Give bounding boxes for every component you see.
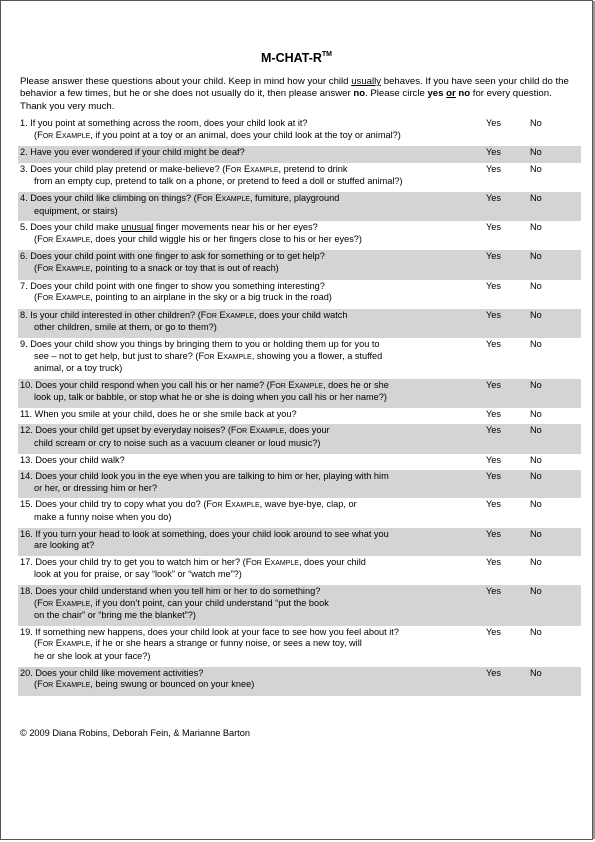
question-line-text: ( — [34, 129, 38, 140]
no-option[interactable]: No — [530, 379, 542, 390]
for-example-part: XAMPLE — [270, 559, 299, 567]
intro-or: or — [446, 88, 456, 100]
question-row — [18, 556, 581, 585]
for-example-part: XAMPLE — [250, 166, 279, 174]
question-line-text: look at you for praise, or say “look” or “watch me”?) — [34, 569, 242, 580]
for-example-part: E — [249, 425, 256, 436]
question-text — [20, 557, 465, 581]
question-text — [20, 118, 465, 142]
for-example-part: E — [215, 192, 222, 203]
question-line-text: finger movements near his or her eyes? — [153, 222, 318, 233]
question-line-text: , does your child — [298, 556, 366, 567]
question-text — [20, 627, 465, 663]
no-option[interactable]: No — [530, 586, 542, 596]
for-example-part: E — [55, 597, 62, 608]
question-text — [20, 193, 465, 217]
for-example-part: F — [225, 163, 231, 174]
question-line-text: 20. Does your child like movement activities? — [20, 667, 204, 678]
for-example-part: E — [55, 679, 62, 690]
page-title — [1, 51, 592, 65]
for-example-label — [201, 310, 254, 320]
for-example-part: F — [37, 129, 43, 140]
no-option[interactable]: No — [530, 528, 542, 539]
for-example-label — [37, 598, 90, 608]
question-line-text: , does your — [284, 425, 330, 436]
question-line-1 — [20, 281, 325, 291]
question-text — [20, 310, 465, 334]
question-line-2 — [20, 638, 465, 651]
for-example-part: XAMPLE — [61, 641, 91, 649]
question-line-text: are looking at? — [34, 540, 95, 551]
question-line-1 — [20, 310, 347, 320]
for-example-part: F — [37, 292, 43, 303]
no-option[interactable]: No — [530, 118, 542, 128]
question-line-text: make a funny noise when you do) — [34, 512, 172, 523]
for-example-part: XAMPLE — [61, 682, 91, 690]
question-text — [20, 281, 465, 305]
for-example-part: XAMPLE — [61, 295, 91, 303]
intro-text: Please answer these questions about your child. Keep in mind how your child — [20, 76, 352, 87]
no-option[interactable]: No — [530, 408, 542, 419]
title-text: M-CHAT-R — [261, 51, 322, 65]
question-line-2 — [20, 569, 465, 581]
question-line-1 — [20, 471, 389, 481]
for-example-label — [231, 425, 284, 435]
for-example-part: XAMPLE — [61, 132, 91, 140]
for-example-part: OR — [42, 132, 54, 140]
intro-text: . Please circle — [365, 88, 428, 100]
yes-option[interactable]: Yes — [486, 379, 501, 390]
question-line-text: , pretend to drink — [278, 163, 348, 174]
for-example-part: OR — [202, 195, 213, 203]
for-example-part: E — [55, 233, 62, 244]
question-line-1 — [20, 627, 399, 637]
question-row — [18, 667, 581, 696]
question-line-1 — [20, 339, 380, 349]
question-text — [20, 409, 465, 421]
question-line-text: 12. Does your child get upset by everyday noises? ( — [20, 425, 231, 436]
no-option[interactable]: No — [530, 280, 542, 291]
yes-option[interactable]: Yes — [486, 471, 501, 482]
no-option[interactable]: No — [530, 556, 542, 567]
yes-option[interactable]: Yes — [486, 586, 501, 596]
for-example-part: OR — [42, 682, 54, 690]
no-option[interactable]: No — [530, 338, 542, 349]
for-example-label — [37, 292, 90, 302]
yes-option[interactable]: Yes — [486, 309, 501, 320]
question-line-2 — [20, 598, 465, 611]
yes-option[interactable]: Yes — [486, 626, 501, 637]
for-example-part: OR — [230, 166, 242, 174]
question-line-1 — [20, 668, 203, 678]
question-text — [20, 251, 465, 275]
no-option[interactable]: No — [530, 667, 542, 678]
for-example-label — [37, 234, 90, 244]
intro-no: no — [458, 88, 471, 100]
question-list — [18, 117, 581, 696]
question-line-text: other children, smile at them, or go to them?) — [34, 322, 217, 333]
intro-no: no — [353, 88, 366, 100]
question-line-1 — [20, 499, 357, 509]
for-example-part: E — [288, 379, 295, 390]
intro-text: for every question. Thank you very much. — [20, 88, 552, 112]
for-example-label — [197, 193, 250, 203]
question-line-text: look up, talk or babble, or stop what he or she is doing when you call his or her name?) — [34, 392, 387, 403]
for-example-part: XAMPLE — [61, 236, 91, 244]
no-option[interactable]: No — [530, 471, 542, 482]
question-row — [18, 221, 581, 250]
intro-yes: yes — [427, 88, 444, 100]
question-line-text: 3. Does your child play pretend or make-believe? ( — [20, 163, 226, 174]
yes-option[interactable]: Yes — [486, 667, 501, 678]
question-line-2 — [20, 483, 465, 495]
question-line-1 — [20, 118, 308, 128]
for-example-label — [37, 679, 90, 689]
no-option[interactable]: No — [530, 309, 542, 320]
no-option[interactable]: No — [530, 222, 542, 233]
no-option[interactable]: No — [530, 626, 542, 637]
no-option[interactable]: No — [530, 454, 542, 465]
for-example-part: E — [55, 638, 62, 649]
question-line-1 — [20, 409, 297, 419]
question-line-text: 8. Is your child interested in other children? ( — [20, 309, 201, 320]
for-example-part: OR — [204, 353, 215, 361]
question-row — [18, 250, 581, 279]
for-example-label — [225, 164, 278, 174]
no-option[interactable]: No — [530, 192, 542, 203]
question-line-text: , does he or she — [322, 379, 389, 390]
for-example-part: F — [37, 679, 43, 690]
question-line-text: or her, or dressing him or her? — [34, 482, 158, 493]
for-example-part: F — [230, 425, 237, 436]
question-line-text: child scream or cry to noise such as a vacuum cleaner or loud music?) — [34, 438, 321, 449]
intro-usually: usually — [351, 76, 382, 87]
question-text — [20, 425, 465, 449]
for-example-part: OR — [42, 641, 54, 649]
question-line-text: 11. When you smile at your child, does he or she smile back at you? — [20, 408, 297, 419]
question-line-3: on the chair” or “bring me the blanket”?) — [34, 610, 196, 621]
question-line-3: animal, or a toy truck) — [34, 363, 123, 374]
question-line-text: ( — [34, 638, 38, 649]
question-line-text: , showing you a flower, a stuffed — [251, 350, 383, 361]
question-line-text: ( — [34, 679, 38, 690]
yes-option[interactable]: Yes — [486, 163, 501, 174]
yes-option[interactable]: Yes — [486, 408, 501, 419]
for-example-part: E — [219, 309, 226, 320]
question-text — [20, 529, 465, 552]
question-line-2 — [20, 679, 465, 692]
question-line-text: ( — [34, 597, 38, 608]
for-example-part: XAMPLE — [221, 195, 250, 203]
question-row — [18, 408, 581, 425]
question-line-text: 9. Does your child show you things by bringing them to you or holding them up for you to — [20, 338, 380, 349]
for-example-part: F — [206, 499, 213, 510]
yes-option[interactable]: Yes — [486, 147, 501, 158]
question-line-1 — [20, 164, 347, 174]
question-line-text: , if he or she hears a strange or funny noise, or sees a new toy, will — [90, 638, 362, 649]
for-example-label — [246, 557, 299, 567]
question-row — [18, 498, 581, 527]
question-line-1 — [20, 222, 318, 232]
question-row — [18, 338, 581, 379]
for-example-part: XAMPLE — [294, 382, 323, 390]
question-text — [20, 164, 465, 188]
question-line-2 — [20, 351, 465, 364]
yes-option[interactable]: Yes — [486, 192, 501, 203]
question-line-1 — [20, 380, 389, 390]
question-line-text: , pointing to an airplane in the sky or a big truck in the road) — [90, 292, 332, 303]
question-row — [18, 470, 581, 498]
question-line-2 — [20, 322, 465, 334]
for-example-part: OR — [275, 382, 286, 390]
for-example-part: OR — [42, 236, 54, 244]
yes-option[interactable]: Yes — [486, 556, 501, 567]
question-line-text: 2. Have you ever wondered if your child might be deaf? — [20, 147, 245, 158]
question-line-text: 13. Does your child walk? — [20, 454, 125, 465]
question-row — [18, 454, 581, 471]
for-example-part: XAMPLE — [231, 502, 260, 510]
question-row — [18, 528, 581, 556]
question-line-text: equipment, or stairs) — [34, 205, 118, 216]
question-line-text: 6. Does your child point with one finger to ask for something or to get help? — [20, 251, 325, 262]
for-example-part: XAMPLE — [255, 428, 285, 436]
question-line-text: , pointing to a snack or toy that is out of reach) — [90, 262, 279, 273]
for-example-part: XAMPLE — [61, 265, 91, 273]
for-example-part: OR — [212, 502, 223, 510]
question-text — [20, 499, 465, 523]
no-option[interactable]: No — [530, 147, 542, 158]
question-row — [18, 424, 581, 453]
question-line-2 — [20, 234, 465, 247]
question-line-text: , wave bye-bye, clap, or — [259, 499, 357, 510]
yes-option[interactable]: Yes — [486, 425, 501, 436]
question-line-text: 17. Does your child try to get you to watch him or her? ( — [20, 556, 246, 567]
for-example-part: E — [217, 350, 224, 361]
question-line-text: , being swung or bounced on your knee) — [90, 679, 255, 690]
for-example-part: F — [37, 233, 43, 244]
for-example-label — [206, 499, 259, 509]
question-line-text: ( — [34, 233, 38, 244]
question-text — [20, 471, 465, 494]
question-line-text: 14. Does your child look you in the eye when you are talking to him or her, playing with him — [20, 471, 389, 482]
question-row — [18, 280, 581, 309]
question-line-2 — [20, 512, 465, 524]
for-example-label — [37, 638, 90, 648]
for-example-part: E — [55, 292, 62, 303]
question-line-2 — [20, 206, 465, 218]
question-line-2 — [20, 176, 465, 188]
no-option[interactable]: No — [530, 251, 542, 262]
for-example-part: E — [243, 163, 251, 174]
question-line-text: 10. Does your child respond when you call his or her name? ( — [20, 379, 270, 390]
question-line-text: 15. Does your child try to copy what you do? ( — [20, 499, 207, 510]
question-line-text: 16. If you turn your head to look at something, does your child look around to see what you — [20, 528, 389, 539]
for-example-part: F — [198, 350, 205, 361]
question-text — [20, 380, 465, 404]
question-row — [18, 585, 581, 626]
for-example-part: E — [264, 556, 271, 567]
instructions-paragraph — [20, 76, 580, 113]
question-line-3: he or she look at your face?) — [34, 650, 151, 661]
for-example-part: F — [245, 556, 252, 567]
question-line-2 — [20, 263, 465, 276]
question-text — [20, 147, 465, 159]
question-line-text: see – not to get help, but just to share? ( — [34, 350, 199, 361]
for-example-part: XAMPLE — [225, 312, 255, 320]
question-line-2 — [20, 392, 465, 404]
question-row — [18, 146, 581, 163]
question-line-2 — [20, 130, 465, 143]
for-example-part: F — [200, 309, 207, 320]
question-line-2 — [20, 292, 465, 305]
question-line-text: , does your child watch — [254, 309, 348, 320]
yes-option[interactable]: Yes — [486, 222, 501, 233]
question-line-text: , does your child wiggle his or her fingers close to his or her eyes?) — [90, 233, 362, 244]
for-example-part: F — [37, 597, 43, 608]
for-example-part: E — [55, 129, 62, 140]
question-line-2 — [20, 438, 465, 450]
for-example-part: OR — [251, 559, 262, 567]
question-row — [18, 117, 581, 146]
for-example-part: E — [55, 262, 62, 273]
question-row — [18, 626, 581, 667]
question-line-1 — [20, 557, 366, 567]
question-line-1 — [20, 147, 245, 157]
question-line-text: 5. Does your child make — [20, 222, 122, 233]
question-emphasis: unusual — [121, 222, 154, 233]
no-option[interactable]: No — [530, 499, 542, 510]
for-example-part: OR — [42, 265, 54, 273]
question-line-text: from an empty cup, pretend to talk on a phone, or pretend to feed a doll or stuffed animal?) — [34, 176, 403, 187]
question-line-1 — [20, 425, 330, 435]
question-line-text: 7. Does your child point with one finger to show you something interesting? — [20, 280, 325, 291]
question-row — [18, 192, 581, 221]
question-line-text: 19. If something new happens, does your child look at your face to see how you feel about it? — [20, 626, 399, 637]
question-text — [20, 339, 465, 375]
question-text — [20, 455, 465, 467]
yes-option[interactable]: Yes — [486, 251, 501, 262]
for-example-part: XAMPLE — [61, 600, 91, 608]
question-line-2 — [20, 540, 465, 552]
question-line-1 — [20, 586, 320, 596]
for-example-part: F — [37, 262, 43, 273]
question-line-1 — [20, 193, 339, 203]
for-example-label — [270, 380, 323, 390]
yes-option[interactable]: Yes — [486, 528, 501, 539]
yes-option[interactable]: Yes — [486, 499, 501, 510]
for-example-part: OR — [206, 312, 217, 320]
question-text — [20, 222, 465, 246]
question-line-1 — [20, 529, 389, 539]
copyright-notice: © 2009 Diana Robins, Deborah Fein, & Marianne Barton — [20, 728, 250, 738]
question-row — [18, 309, 581, 338]
question-row — [18, 379, 581, 408]
yes-option[interactable]: Yes — [486, 280, 501, 291]
question-line-text: , furniture, playground — [249, 192, 340, 203]
no-option[interactable]: No — [530, 163, 542, 174]
question-text — [20, 668, 465, 692]
yes-option[interactable]: Yes — [486, 118, 501, 128]
for-example-part: F — [269, 379, 276, 390]
for-example-part: F — [37, 638, 43, 649]
question-line-text: ( — [34, 262, 38, 273]
question-line-text: ( — [34, 292, 38, 303]
question-line-text: 18. Does your child understand when you tell him or her to do something? — [20, 586, 321, 596]
intro-text: behaves. If you have seen your child do the behavior a few times, but he or she does not usually do it, then please answer — [20, 76, 569, 100]
for-example-part: OR — [42, 295, 54, 303]
question-line-text: , if you don’t point, can your child understand “put the book — [90, 597, 329, 608]
for-example-label — [37, 130, 90, 140]
question-line-text: , if you point at a toy or an animal, does your child look at the toy or animal?) — [90, 129, 401, 140]
for-example-label — [198, 351, 251, 361]
for-example-part: XAMPLE — [223, 353, 252, 361]
for-example-part: F — [196, 192, 203, 203]
question-line-1 — [20, 251, 325, 261]
yes-option[interactable]: Yes — [486, 454, 501, 465]
for-example-part: E — [225, 499, 232, 510]
for-example-part: OR — [236, 428, 248, 436]
for-example-part: OR — [42, 600, 54, 608]
yes-option[interactable]: Yes — [486, 338, 501, 349]
question-line-text: 4. Does your child like climbing on things? ( — [20, 192, 197, 203]
trademark-sup: TM — [321, 51, 332, 58]
no-option[interactable]: No — [530, 425, 542, 436]
question-line-1 — [20, 455, 125, 465]
question-text — [20, 586, 465, 622]
for-example-label — [37, 263, 90, 273]
question-line-text: 1. If you point at something across the room, does your child look at it? — [20, 118, 308, 128]
question-row — [18, 163, 581, 192]
